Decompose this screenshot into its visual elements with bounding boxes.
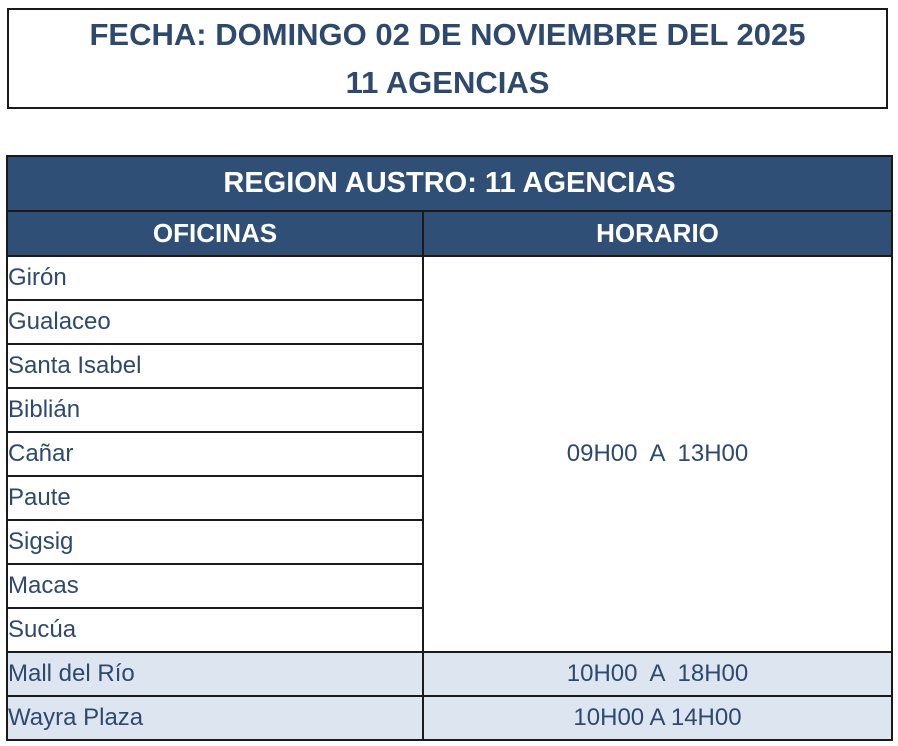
agencies-table [6,155,893,741]
table-row [7,696,892,740]
agency-count-title: 11 AGENCIAS [345,64,550,100]
office-cell: Mall del Río [7,652,423,696]
office-cell: Paute [7,476,423,520]
schedule-cell: 10H00 A 18H00 [423,652,892,696]
region-title: REGION AUSTRO: 11 AGENCIAS [7,156,892,211]
office-cell: Gualaceo [7,300,423,344]
office-cell: Sigsig [7,520,423,564]
column-header-horario: HORARIO [423,211,892,256]
table-row [7,256,892,300]
table-row [7,652,892,696]
group-schedule-cell: 09H00 A 13H00 [423,256,892,652]
office-cell: Cañar [7,432,423,476]
office-cell: Santa Isabel [7,344,423,388]
office-cell: Sucúa [7,608,423,652]
office-cell: Macas [7,564,423,608]
office-cell: Girón [7,256,423,300]
column-header-oficinas: OFICINAS [7,211,423,256]
column-header-row [7,211,892,256]
schedule-cell: 10H00 A 14H00 [423,696,892,740]
region-header-row [7,156,892,211]
date-title: FECHA: DOMINGO 02 DE NOVIEMBRE DEL 2025 [89,16,806,52]
office-cell: Biblián [7,388,423,432]
date-header-box [7,8,888,109]
office-cell: Wayra Plaza [7,696,423,740]
